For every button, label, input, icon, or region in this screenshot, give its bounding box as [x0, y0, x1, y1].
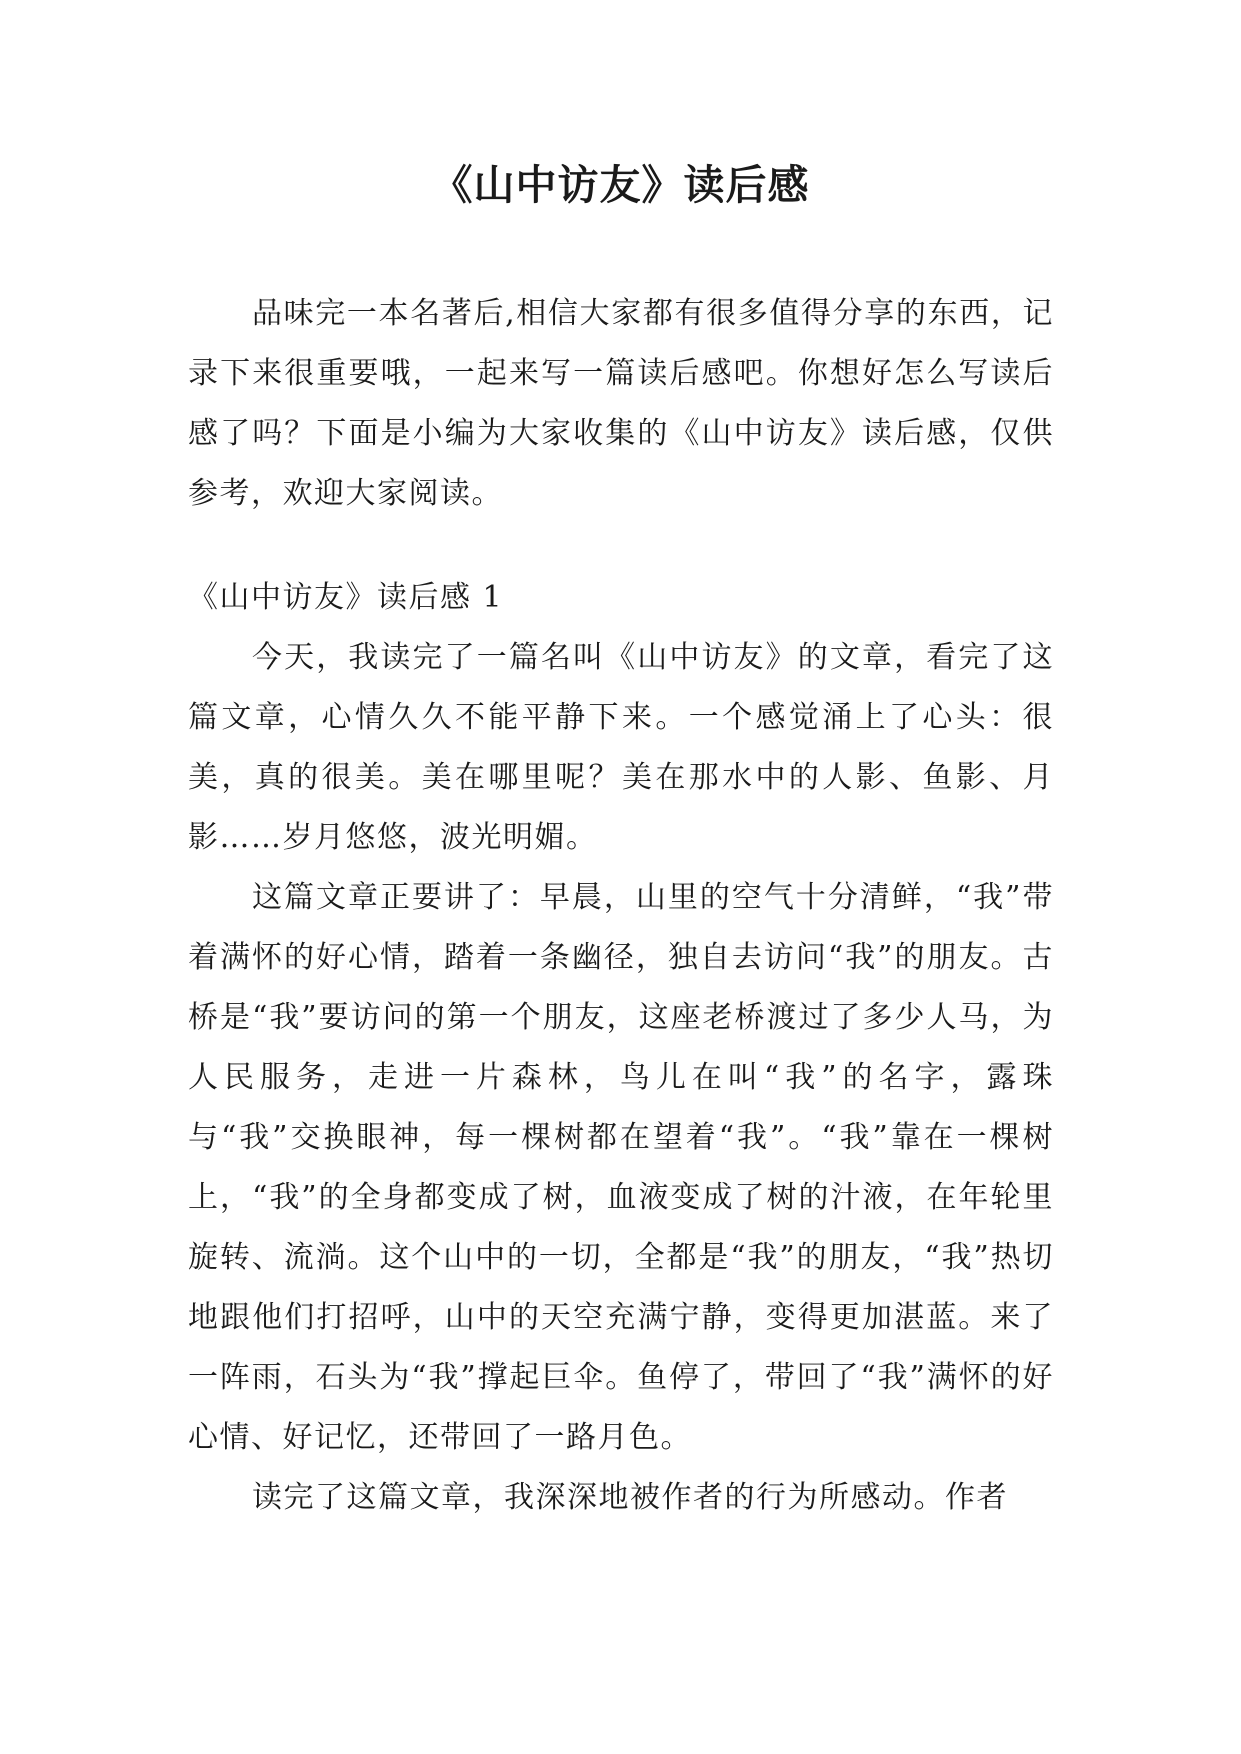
intro-paragraph: 品味完一本名著后,相信大家都有很多值得分享的东西，记录下来很重要哦，一起来写一篇读后感吧。你想好怎么写读后感了吗？下面是小编为大家收集的《山中访友》读后感，仅供参考，欢迎大家阅读。 [188, 296, 1054, 511]
body-paragraph: 今天，我读完了一篇名叫《山中访友》的文章，看完了这篇文章，心情久久不能平静下来。一个感觉涌上了心头：很美，真的很美。美在哪里呢？美在那水中的人影、鱼影、月影……岁月悠悠，波光明媚。 [188, 640, 1054, 855]
section-heading: 《山中访友》读后感 1 [188, 580, 504, 615]
spacer [188, 524, 1054, 568]
document-title: 《山中访友》读后感 [431, 161, 810, 209]
body-paragraph: 读完了这篇文章，我深深地被作者的行为所感动。作者 [252, 1480, 1008, 1515]
document-body [188, 284, 1054, 1528]
body-paragraph: 这篇文章正要讲了：早晨，山里的空气十分清鲜，“我”带着满怀的好心情，踏着一条幽径，独自去访问“我”的朋友。古桥是“我”要访问的第一个朋友，这座老桥渡过了多少人马，为人民服务，走进一片森林，鸟儿在叫“我”的名字，露珠与“我”交换眼神，每一棵树都在望着“我”。“我”靠在一棵树上，“我”的全身都变成了树，血液变成了树的汁液，在年轮里旋转、流淌。这个山中的一切，全都是“我”的朋友，“我”热切地跟他们打招呼，山中的天空充满宁静，变得更加湛蓝。来了一阵雨，石头为“我”撑起巨伞。鱼停了，带回了“我”满怀的好心情、好记忆，还带回了一路月色。 [188, 880, 1054, 1455]
